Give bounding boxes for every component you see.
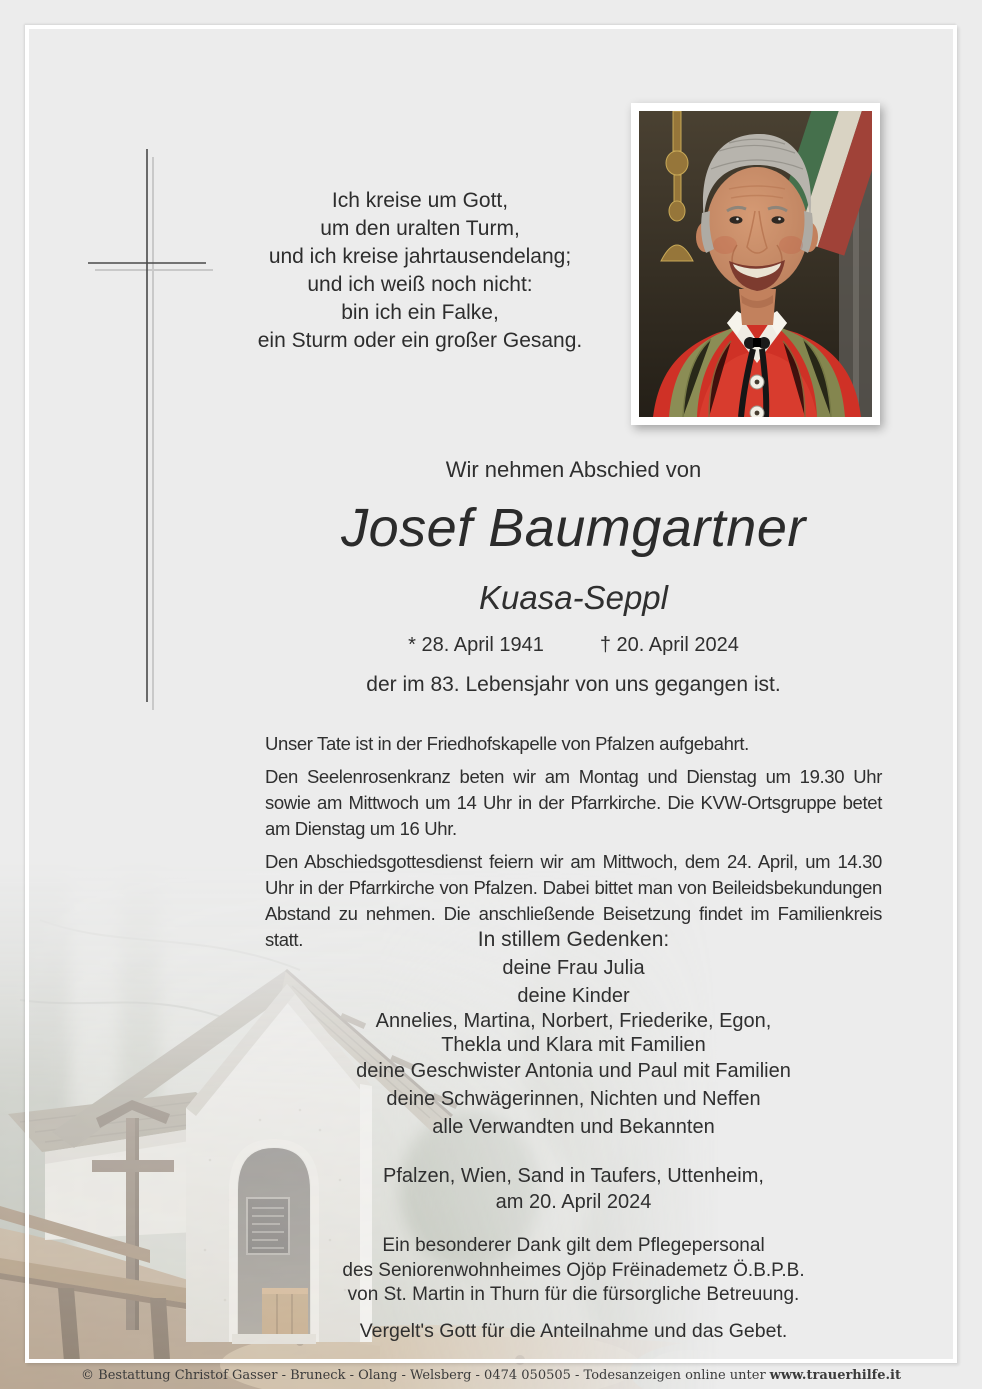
birth-date: * 28. April 1941 <box>408 634 544 656</box>
footer-text: © Bestattung Christof Gasser - Bruneck - Olang - Welsberg - 0474 050505 - Todesanzeigen online unter <box>81 1368 766 1383</box>
announcement-paragraph: Den Abschiedsgottesdienst feiern wir am Mittwoch, dem 24. April, um 14.30 Uhr in der Pfarrkirche von Pfalzen. Dabei bittet man von Beileidsbekundungen Abstand zu nehmen. Die anschließende Beisetzung findet im Familienkreis statt. <box>265 851 882 950</box>
deceased-name: Josef Baumgartner <box>341 498 806 558</box>
closing-line: Vergelt's Gott für die Anteilnahme und das Gebet. <box>359 1320 788 1342</box>
footer <box>0 1362 982 1389</box>
thanks-section <box>265 1234 882 1308</box>
death-date: † 20. April 2024 <box>599 634 739 656</box>
thanks-line: Ein besonderer Dank gilt dem Pflegepersonal <box>382 1235 765 1256</box>
poem-line: und ich weiß noch nicht: <box>307 273 533 296</box>
portrait-photo <box>631 103 880 425</box>
memorial-line: deine Frau Julia <box>502 957 645 979</box>
poem-line: Ich kreise um Gott, <box>331 189 509 212</box>
memorial-line: deine Schwägerinnen, Nichten und Neffen <box>386 1088 761 1110</box>
memorial-line: deine Geschwister Antonia und Paul mit Familien <box>356 1060 791 1082</box>
place-date-section <box>265 1163 882 1215</box>
memorial-section <box>265 926 882 1141</box>
poem <box>190 187 650 355</box>
poem-line: bin ich ein Falke, <box>341 301 499 324</box>
memorial-line: alle Verwandten und Bekannten <box>432 1116 715 1138</box>
place-line: Pfalzen, Wien, Sand in Taufers, Uttenheim, <box>383 1165 764 1187</box>
thanks-line: von St. Martin in Thurn für die fürsorgliche Betreuung. <box>347 1284 800 1305</box>
intro-line: Wir nehmen Abschied von <box>445 457 702 482</box>
poem-line: ein Sturm oder ein großer Gesang. <box>257 329 583 352</box>
announcement-paragraph: Unser Tate ist in der Friedhofskapelle von Pfalzen aufgebahrt. <box>265 733 749 754</box>
memorial-heading: In stillem Gedenken: <box>477 928 670 951</box>
poem-line: um den uralten Turm, <box>320 217 520 240</box>
life-dates <box>265 634 882 657</box>
footer-link: www.trauerhilfe.it <box>769 1368 901 1383</box>
deceased-nickname: Kuasa-Seppl <box>479 579 668 616</box>
age-line: der im 83. Lebensjahr von uns gegangen ist. <box>366 673 781 696</box>
announcement-paragraph: Den Seelenrosenkranz beten wir am Montag und Dienstag um 19.30 Uhr sowie am Mittwoch um 14 Uhr in der Pfarrkirche. Die KVW-Ortsgruppe betet am Dienstag um 16 Uhr. <box>265 766 882 839</box>
portrait-image <box>639 111 872 417</box>
memorial-line: deine Kinder <box>517 985 630 1007</box>
memorial-line: Annelies, Martina, Norbert, Friederike, Egon, <box>375 1010 772 1032</box>
poem-line: und ich kreise jahrtausendelang; <box>268 245 572 268</box>
thanks-line: des Seniorenwohnheimes Ojöp Frëinademetz Ö.B.P.B. <box>342 1259 805 1281</box>
memorial-line: Thekla und Klara mit Familien <box>441 1033 706 1056</box>
date-line: am 20. April 2024 <box>495 1191 652 1213</box>
